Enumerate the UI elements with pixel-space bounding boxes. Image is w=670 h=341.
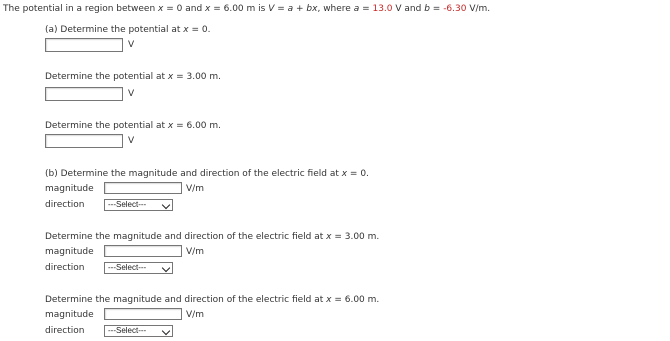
field-x0-direction-select[interactable]: ---Select---: [104, 199, 173, 211]
magnitude-label: magnitude: [45, 184, 94, 194]
direction-label: direction: [45, 263, 85, 273]
field-x6-magnitude-input[interactable]: [104, 308, 182, 320]
unit-label: V/m: [186, 247, 204, 257]
field-x3-magnitude-input[interactable]: [104, 245, 182, 257]
unit-label: V: [128, 89, 135, 99]
unit-label: V/m: [186, 310, 204, 320]
direction-label: direction: [45, 326, 85, 336]
field-x0-magnitude-input[interactable]: [104, 182, 182, 194]
potential-x3-input[interactable]: [45, 87, 123, 101]
problem-statement: The potential in a region between x = 0 and x = 6.00 m is V = a + bx, where a = 13.0 V and b = -6.30 V/m.: [3, 4, 491, 14]
question-b1: (b) Determine the magnitude and direction of the electric field at x = 0.: [45, 169, 369, 179]
chevron-down-icon: [162, 264, 170, 272]
potential-x6-input[interactable]: [45, 134, 123, 148]
magnitude-label: magnitude: [45, 310, 94, 320]
potential-x0-input[interactable]: [45, 38, 123, 52]
field-x6-direction-select[interactable]: ---Select---: [104, 325, 173, 337]
question-a3: Determine the potential at x = 6.00 m.: [45, 121, 222, 131]
question-a1: (a) Determine the potential at x = 0.: [45, 25, 211, 35]
question-b3: Determine the magnitude and direction of the electric field at x = 6.00 m.: [45, 295, 380, 305]
chevron-down-icon: [162, 201, 170, 209]
chevron-down-icon: [162, 327, 170, 335]
a-value: 13.0: [372, 4, 393, 14]
magnitude-label: magnitude: [45, 247, 94, 257]
direction-label: direction: [45, 200, 85, 210]
question-a2: Determine the potential at x = 3.00 m.: [45, 72, 222, 82]
unit-label: V: [128, 136, 135, 146]
b-value: -6.30: [443, 4, 467, 14]
unit-label: V/m: [186, 184, 204, 194]
unit-label: V: [128, 40, 135, 50]
field-x3-direction-select[interactable]: ---Select---: [104, 262, 173, 274]
question-b2: Determine the magnitude and direction of the electric field at x = 3.00 m.: [45, 232, 380, 242]
